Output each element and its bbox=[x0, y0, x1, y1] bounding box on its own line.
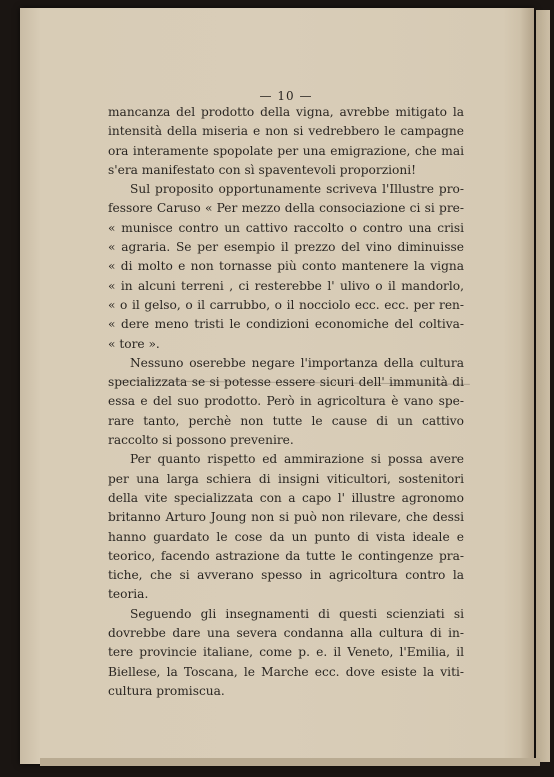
text-line: Nessuno oserebbe negare l'importanza della cultura bbox=[130, 355, 464, 370]
page-number-header: — 10 — bbox=[259, 89, 313, 103]
text-line: ora interamente spopolate per una emigrazione, che mai bbox=[108, 143, 464, 158]
next-page-edge bbox=[536, 10, 550, 762]
text-line: Seguendo gli insegnamenti di questi scienziati si bbox=[130, 606, 464, 621]
text-line: tere provincie italiane, come p. e. il Veneto, l'Emilia, il bbox=[108, 645, 464, 660]
text-line: dovrebbe dare una severa condanna alla cultura di in- bbox=[108, 626, 464, 641]
text-line: tiche, che si avverano spesso in agricoltura contro la bbox=[108, 568, 464, 583]
text-line: « in alcuni terreni , ci resterebbe l' ulivo o il mandorlo, bbox=[108, 278, 464, 293]
text-line: teoria. bbox=[108, 587, 149, 602]
text-line: « agraria. Se per esempio il prezzo del vino diminuisse bbox=[108, 240, 464, 255]
text-line: « tore ». bbox=[108, 336, 160, 351]
text-line: s'era manifestato con sì spaventevoli proporzioni! bbox=[108, 162, 417, 177]
text-line: britanno Arturo Joung non si può non rilevare, che dessi bbox=[108, 510, 464, 525]
page-edge-shadow bbox=[520, 8, 534, 764]
text-line: essa e del suo prodotto. Però in agricoltura è vano spe- bbox=[108, 394, 464, 409]
text-line: per una larga schiera di insigni viticultori, sostenitori bbox=[108, 471, 464, 486]
text-line: « dere meno tristi le condizioni economiche del coltiva- bbox=[108, 317, 464, 332]
text-line: Per quanto rispetto ed ammirazione si possa avere bbox=[130, 452, 464, 467]
text-line: della vite specializzata con a capo l' illustre agronomo bbox=[108, 490, 464, 505]
text-line: « o il gelso, o il carrubbo, o il nocciolo ecc. ecc. per ren- bbox=[108, 297, 464, 312]
text-line: intensità della miseria e non si vedrebbero le campagne bbox=[108, 124, 464, 139]
text-line: « munisce contro un cattivo raccolto o contro una crisi bbox=[108, 220, 464, 235]
text-line: mancanza del prodotto della vigna, avrebbe mitigato la bbox=[108, 105, 464, 119]
text-line: specializzata se si potesse essere sicuri dell' immunità di bbox=[108, 375, 464, 390]
text-line: cultura promiscua. bbox=[108, 683, 225, 698]
text-line: rare tanto, perchè non tutte le cause di un cattivo bbox=[108, 413, 464, 428]
page-bottom-edge bbox=[40, 758, 540, 766]
text-line: Biellese, la Toscana, le Marche ecc. dove esiste la viti- bbox=[108, 664, 464, 679]
body-text bbox=[108, 103, 464, 701]
text-line: hanno guardato le cose da un punto di vista ideale e bbox=[108, 529, 464, 544]
text-line: « di molto e non tornasse più conto mantenere la vigna bbox=[108, 259, 464, 274]
text-line: fessore Caruso « Per mezzo della consociazione ci si pre- bbox=[108, 201, 464, 216]
text-line: Sul proposito opportunamente scriveva l'Illustre pro- bbox=[130, 182, 464, 197]
text-line: raccolto si possono prevenire. bbox=[108, 433, 294, 448]
text-line: teorico, facendo astrazione da tutte le contingenze pra- bbox=[108, 548, 464, 563]
